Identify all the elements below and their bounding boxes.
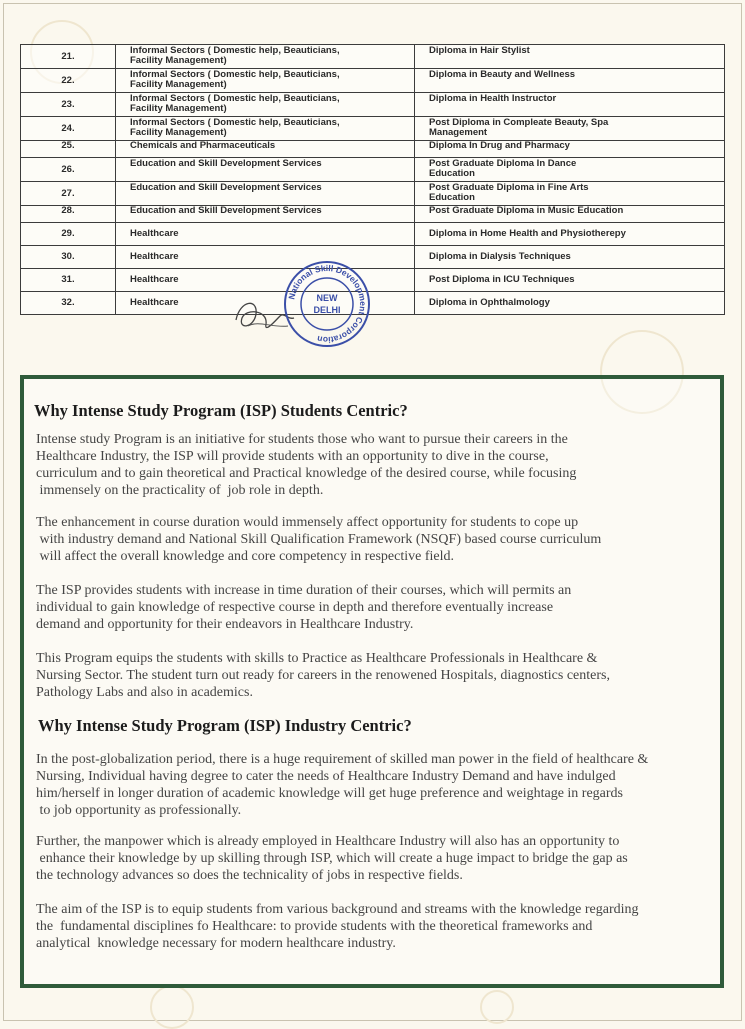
course-cell: Diploma in Ophthalmology (415, 292, 725, 315)
students-paragraph-1: Intense study Program is an initiative for students those who want to pursue their careers in the Healthcare Industry, the ISP will provide students with an opportunity to dive in the course, curriculum and to gain theoretical and Practical knowledge of the desired course, while focusing immensely on the practicality of job role in depth. (36, 432, 577, 498)
course-cell: Diploma in Home Health and Physiotherepy (415, 223, 725, 246)
row-number: 29. (21, 223, 116, 246)
students-paragraph-2: The enhancement in course duration would immensely affect opportunity for students to cope up with industry demand and National Skill Qualification Framework (NSQF) based course curriculum will affect the overall knowledge and core competency in respective field. (36, 515, 602, 564)
sector-cell: Informal Sectors ( Domestic help, Beauticians, Facility Management) (116, 69, 415, 93)
stamp-ring-text: National Skill Development Corporation (286, 262, 369, 346)
table-row (21, 141, 725, 158)
students-paragraph-4: This Program equips the students with skills to Practice as Healthcare Professionals in Healthcare & Nursing Sector. The student turn out ready for careers in the renowened Hospitals, diagnostics centers, Pathology Labs and also in academics. (36, 651, 610, 700)
sector-cell: Healthcare (116, 246, 415, 269)
row-number: 25. (21, 141, 116, 158)
course-cell: Diploma in Health Instructor (415, 93, 725, 117)
table-row (21, 69, 725, 93)
course-cell: Post Graduate Diploma in Music Education (415, 206, 725, 223)
table-row (21, 45, 725, 69)
row-number: 32. (21, 292, 116, 315)
industry-paragraph-2: Further, the manpower which is already employed in Healthcare Industry will also has an opportunity to enhance their knowledge by up skilling through ISP, which will create a huge impact to bridge the gap as the technology advances so does the technicality of jobs in respective fields. (36, 834, 628, 883)
students-centric-heading: Why Intense Study Program (ISP) Students Centric? (34, 401, 408, 420)
row-number: 22. (21, 69, 116, 93)
industry-centric-heading: Why Intense Study Program (ISP) Industry Centric? (38, 716, 412, 735)
table-row (21, 223, 725, 246)
course-cell: Diploma In Drug and Pharmacy (415, 141, 725, 158)
table-row (21, 246, 725, 269)
students-paragraph-3: The ISP provides students with increase in time duration of their courses, which will permits an individual to gain knowledge of respective course in depth and therefore eventually increase demand and opportunity for their endeavors in Healthcare Industry. (36, 583, 572, 632)
industry-paragraph-3: The aim of the ISP is to equip students from various background and streams with the knowledge regarding the fundamental disciplines fo Healthcare: to provide students with the theoretical frameworks and analytical knowledge necessary for modern healthcare industry. (36, 902, 639, 951)
table-row (21, 206, 725, 223)
sector-cell: Informal Sectors ( Domestic help, Beauticians, Facility Management) (116, 93, 415, 117)
sector-cell: Chemicals and Pharmaceuticals (116, 141, 415, 158)
table-row (21, 269, 725, 292)
sector-cell: Education and Skill Development Services (116, 182, 415, 206)
table-row (21, 93, 725, 117)
sector-cell: Healthcare (116, 292, 415, 315)
table-row (21, 158, 725, 182)
course-cell: Diploma in Dialysis Techniques (415, 246, 725, 269)
sector-cell: Informal Sectors ( Domestic help, Beauticians, Facility Management) (116, 117, 415, 141)
row-number: 30. (21, 246, 116, 269)
stamp-line2: DELHI (313, 305, 341, 315)
sector-cell: Healthcare (116, 269, 415, 292)
isp-info-box (20, 375, 724, 988)
course-cell: Post Diploma in Compleate Beauty, Spa Management (415, 117, 725, 141)
sector-cell: Education and Skill Development Services (116, 158, 415, 182)
course-cell: Post Graduate Diploma In Dance Education (415, 158, 725, 182)
sector-cell: Healthcare (116, 223, 415, 246)
row-number: 28. (21, 206, 116, 223)
industry-paragraph-1: In the post-globalization period, there is a huge requirement of skilled man power in the field of healthcare & Nursing, Individual having degree to cater the needs of Healthcare Industry Demand and have indulged him/herself in longer duration of academic knowledge will get huge preference and weightage in regards to job opportunity as professionally. (36, 752, 649, 818)
course-cell: Post Diploma in ICU Techniques (415, 269, 725, 292)
background-doodle (150, 985, 194, 1029)
course-table-body (21, 45, 725, 315)
stamp-line1: NEW (316, 293, 338, 303)
table-row (21, 182, 725, 206)
course-cell: Post Graduate Diploma in Fine Arts Education (415, 182, 725, 206)
row-number: 26. (21, 158, 116, 182)
table-row (21, 292, 725, 315)
row-number: 27. (21, 182, 116, 206)
course-cell: Diploma in Beauty and Wellness (415, 69, 725, 93)
sector-cell: Education and Skill Development Services (116, 206, 415, 223)
table-row (21, 117, 725, 141)
background-doodle (480, 990, 514, 1024)
course-cell: Diploma in Hair Stylist (415, 45, 725, 69)
row-number: 21. (21, 45, 116, 69)
ndc-stamp (282, 259, 372, 349)
row-number: 31. (21, 269, 116, 292)
sector-cell: Informal Sectors ( Domestic help, Beauticians, Facility Management) (116, 45, 415, 69)
row-number: 23. (21, 93, 116, 117)
row-number: 24. (21, 117, 116, 141)
course-table (20, 44, 725, 315)
svg-text:National Skill Development Cor (286, 263, 368, 345)
